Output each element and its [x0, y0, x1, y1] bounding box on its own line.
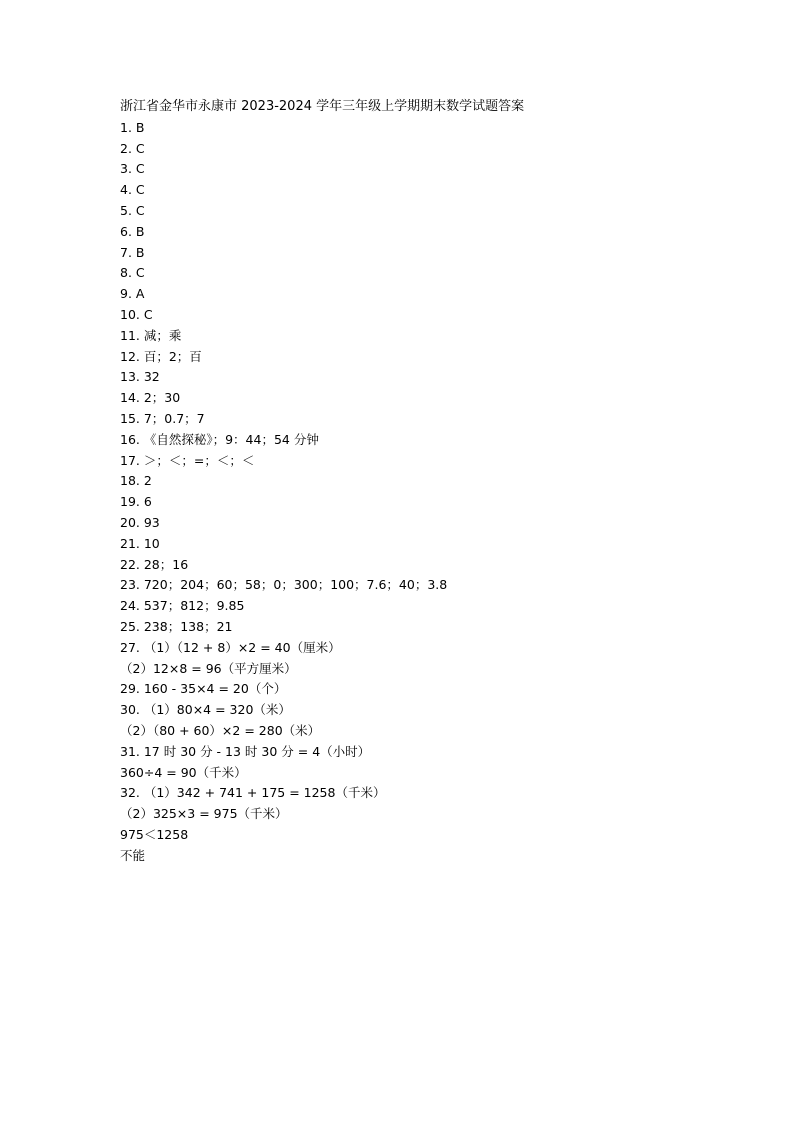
- answer-line-3: 3. C: [120, 161, 145, 177]
- answer-line-6: 6. B: [120, 223, 145, 239]
- answer-line-20: 20. 93: [120, 514, 160, 530]
- answer-line-30-part-2: （2）（80 + 60）×2 = 280（米）: [120, 722, 321, 738]
- answer-line-5: 5. C: [120, 202, 145, 218]
- answer-line-24: 24. 537；812；9.85: [120, 598, 245, 614]
- answer-line-8: 8. C: [120, 265, 145, 281]
- answer-line-21: 21. 10: [120, 535, 160, 551]
- answer-line-15: 15. 7；0.7；7: [120, 410, 205, 426]
- answer-line-32: 32. （1）342 + 741 + 175 = 1258（千米）: [120, 785, 386, 801]
- answer-line-31-part-2: 360÷4 = 90（千米）: [120, 764, 247, 780]
- answer-line-14: 14. 2；30: [120, 390, 181, 406]
- answer-line-7: 7. B: [120, 244, 145, 260]
- answer-line-18: 18. 2: [120, 473, 152, 489]
- answer-line-11: 11. 减；乘: [120, 327, 182, 343]
- answer-content: [120, 97, 680, 866]
- answer-line-32-part-2: （2）325×3 = 975（千米）: [120, 806, 288, 822]
- answer-line-27: 27. （1）（12 + 8）×2 = 40（厘米）: [120, 639, 341, 655]
- answer-line-22: 22. 28；16: [120, 556, 189, 572]
- answer-line-9: 9. A: [120, 286, 145, 302]
- answer-line-19: 19. 6: [120, 494, 152, 510]
- answer-line-27-part-2: （2）12×8 = 96（平方厘米）: [120, 660, 297, 676]
- answer-line-2: 2. C: [120, 140, 145, 156]
- answer-line-12: 12. 百；2；百: [120, 348, 202, 364]
- answer-line-25: 25. 238；138；21: [120, 618, 233, 634]
- answer-line-16: 16. 《自然探秘》；9：44；54 分钟: [120, 431, 319, 447]
- document-title: 浙江省金华市永康市 2023-2024 学年三年级上学期期末数学试题答案: [120, 99, 525, 114]
- answer-line-13: 13. 32: [120, 369, 160, 385]
- answer-line-1: 1. B: [120, 119, 145, 135]
- answer-line-30: 30. （1）80×4 = 320（米）: [120, 702, 291, 718]
- answer-line-32-conclusion: 不能: [120, 847, 146, 863]
- answer-line-23: 23. 720；204；60；58；0；300；100；7.6；40；3.8: [120, 577, 448, 593]
- answer-line-29: 29. 160 - 35×4 = 20（个）: [120, 681, 287, 697]
- answer-line-10: 10. C: [120, 306, 153, 322]
- answer-line-17: 17. ＞；＜；=；＜；＜: [120, 452, 255, 468]
- answer-line-4: 4. C: [120, 182, 145, 198]
- answer-line-32-comparison: 975＜1258: [120, 826, 189, 842]
- answer-line-31: 31. 17 时 30 分 - 13 时 30 分 = 4（小时）: [120, 743, 371, 759]
- answer-list: [120, 118, 680, 867]
